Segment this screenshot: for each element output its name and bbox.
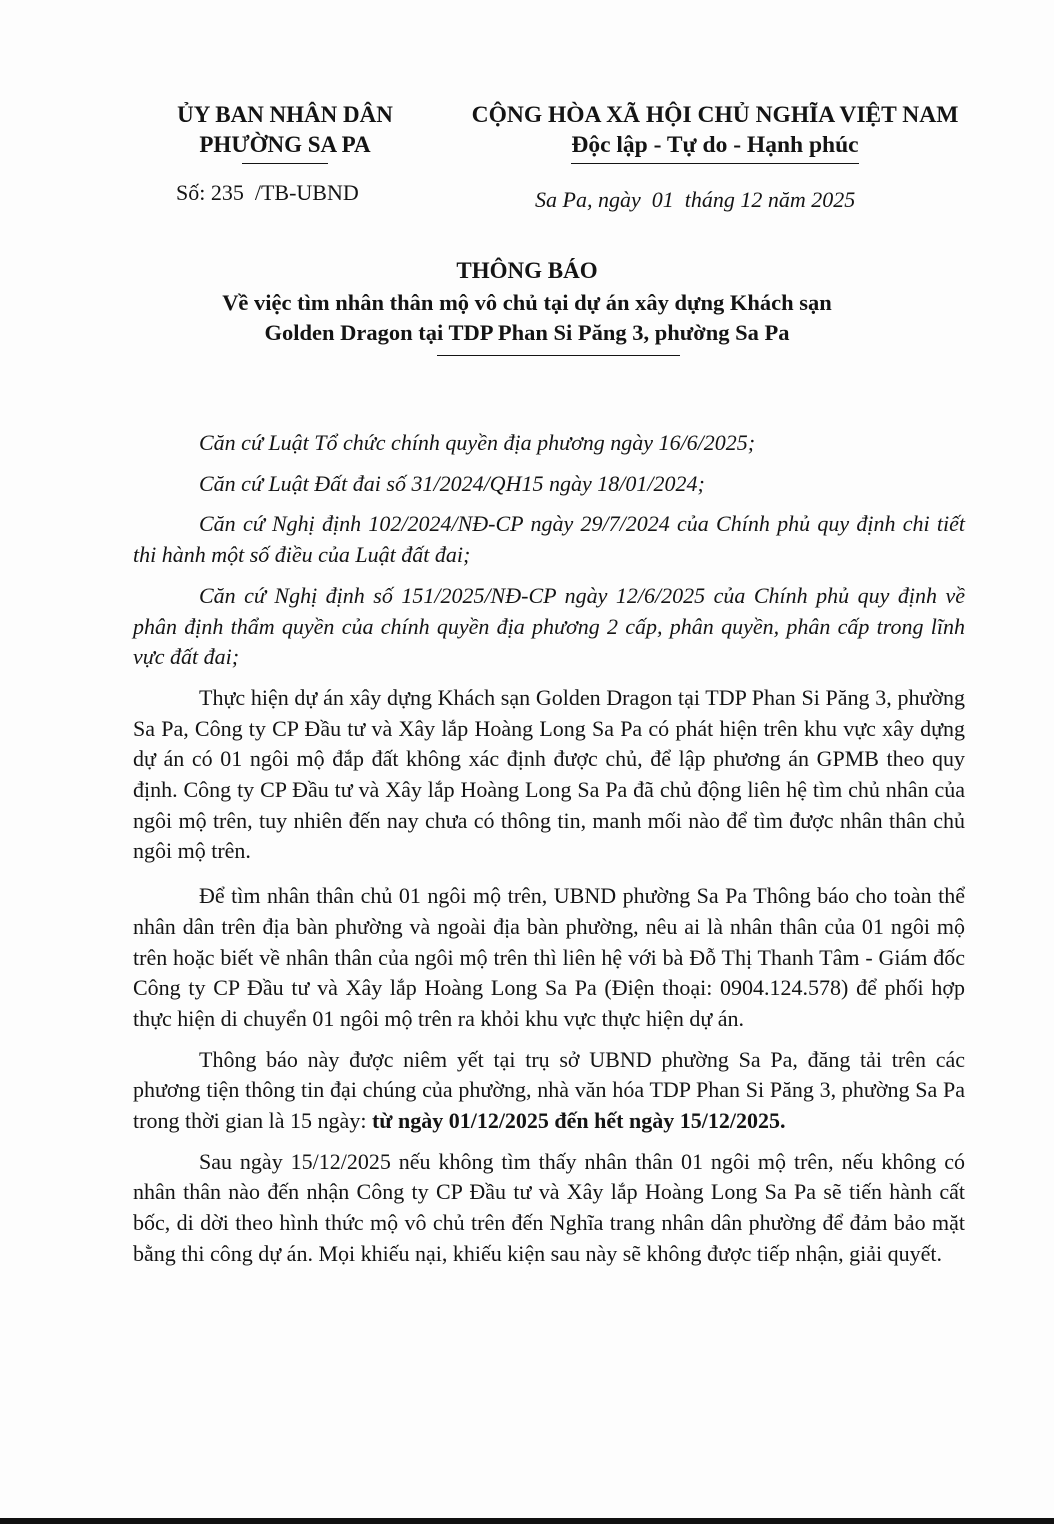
bottom-edge-bar bbox=[0, 1518, 1054, 1524]
authority-line-2: PHƯỜNG SA PA bbox=[199, 132, 371, 157]
legal-basis-4: Căn cứ Nghị định số 151/2025/NĐ-CP ngày 12/6/2025 của Chính phủ quy định về phân định thẩm quyền của chính quyền địa phương 2 cấp, phân quyền, phân cấp trong lĩnh vực đất đai; bbox=[133, 582, 965, 670]
issuing-authority bbox=[150, 100, 420, 164]
legal-basis-2: Căn cứ Luật Đất đai số 31/2024/QH15 ngày 18/01/2024; bbox=[199, 470, 705, 496]
subtitle-line-2: Golden Dragon tại TDP Phan Si Păng 3, phường Sa Pa bbox=[264, 320, 790, 345]
paragraph-project: Thực hiện dự án xây dựng Khách sạn Golden Dragon tại TDP Phan Si Păng 3, phường Sa Pa, Công ty CP Đầu tư và Xây lắp Hoàng Long Sa Pa có phát hiện trên khu vực xây dựng dự án có 01 ngôi mộ đắp đất không xác định được chủ, để lập phương án GPMB theo quy định. Công ty CP Đầu tư và Xây lắp Hoàng Long Sa Pa đã chủ động liên hệ tìm chủ nhân của ngôi mộ trên, tuy nhiên đến nay chưa có thông tin, manh mối nào để tìm được nhân thân chủ ngôi mộ trên. bbox=[133, 684, 965, 864]
posting-text: Thông báo này được niêm yết tại trụ sở UBND phường Sa Pa, đăng tải trên các phương tiện thông tin đại chúng của phường, nhà văn hóa TDP Phan Si Păng 3, phường Sa Pa trong thời gian là 15 ngày: bbox=[133, 1046, 965, 1134]
country-name: CỘNG HÒA XÃ HỘI CHỦ NGHĨA VIỆT NAM bbox=[471, 102, 959, 128]
authority-divider bbox=[242, 163, 328, 164]
document-number: Số: 235 /TB-UBND bbox=[176, 180, 359, 205]
paragraph-notice: Để tìm nhân thân chủ 01 ngôi mộ trên, UBND phường Sa Pa Thông báo cho toàn thể nhân dân trên địa bàn phường và ngoài địa bàn phường, nêu ai là nhân thân của 01 ngôi mộ trên hoặc biết về nhân thân của ngôi mộ trên thì liên hệ với bà Đỗ Thị Thanh Tâm - Giám đốc Công ty CP Đầu tư và Xây lắp Hoàng Long Sa Pa (Điện thoại: 0904.124.578) để phối hợp thực hiện di chuyển 01 ngôi mộ trên ra khỏi khu vực thực hiện dự án. bbox=[133, 883, 965, 1031]
paragraph-deadline: Sau ngày 15/12/2025 nếu không tìm thấy nhân thân 01 ngôi mộ trên, nếu không có nhân thân nào đến nhận Công ty CP Đầu tư và Xây lắp Hoàng Long Sa Pa sẽ tiến hành cất bốc, di dời theo hình thức mộ vô chủ trên đến Nghĩa trang nhân dân phường để đảm bảo mặt bằng thi công dự án. Mọi khiếu nại, khiếu kiện sau này sẽ không được tiếp nhận, giải quyết. bbox=[133, 1148, 965, 1266]
paragraph-posting bbox=[133, 1045, 965, 1137]
national-motto: Độc lập - Tự do - Hạnh phúc bbox=[571, 130, 858, 164]
document-subtitle bbox=[120, 288, 934, 348]
authority-line-1: ỦY BAN NHÂN DÂN bbox=[177, 102, 393, 127]
document-title: THÔNG BÁO bbox=[456, 258, 598, 283]
document-body bbox=[133, 428, 965, 1270]
legal-basis-1: Căn cứ Luật Tổ chức chính quyền địa phương ngày 16/6/2025; bbox=[199, 430, 756, 455]
posting-period: từ ngày 01/12/2025 đến hết ngày 15/12/2025. bbox=[371, 1108, 786, 1134]
subtitle-line-1: Về việc tìm nhân thân mộ vô chủ tại dự án xây dựng Khách sạn bbox=[222, 290, 832, 315]
legal-basis-3: Căn cứ Nghị định 102/2024/NĐ-CP ngày 29/7/2024 của Chính phủ quy định chi tiết thi hành một số điều của Luật đất đai; bbox=[133, 511, 965, 568]
title-divider bbox=[437, 355, 680, 356]
document-date: Sa Pa, ngày 01 tháng 12 năm 2025 bbox=[535, 187, 856, 212]
national-header bbox=[462, 100, 968, 164]
